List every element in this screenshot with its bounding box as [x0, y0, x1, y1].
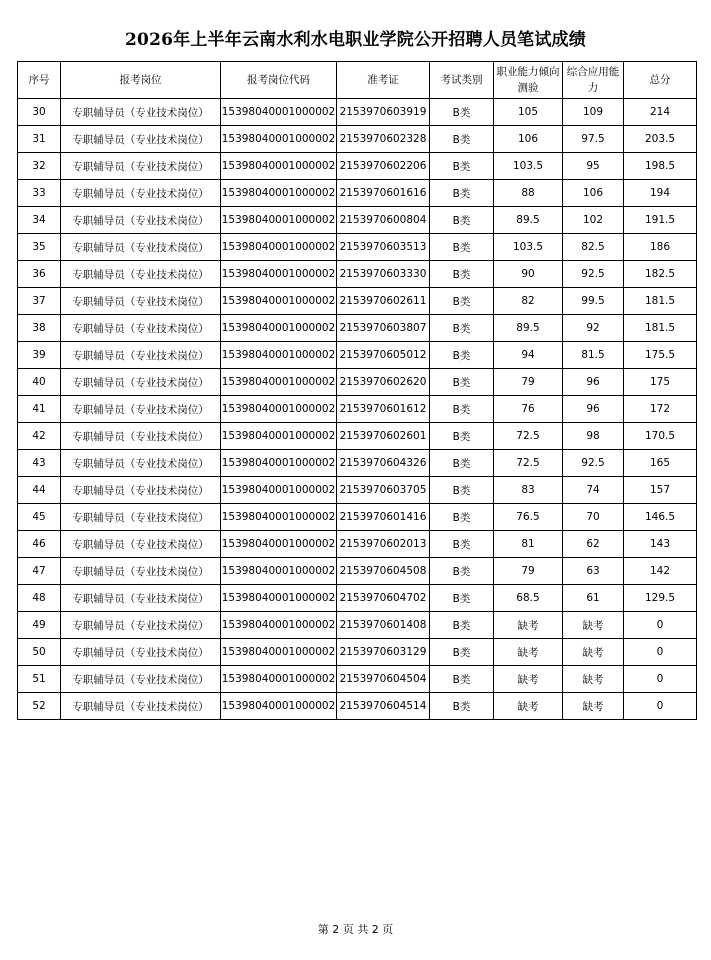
- cell-total-score: 198.5: [624, 153, 697, 180]
- cell-aptitude-score: 缺考: [494, 612, 563, 639]
- table-row: [18, 261, 697, 288]
- cell-total-score: 157: [624, 477, 697, 504]
- cell-total-score: 175.5: [624, 342, 697, 369]
- cell-total-score: 191.5: [624, 207, 697, 234]
- cell-exam-category: B类: [430, 504, 494, 531]
- cell-total-score: 142: [624, 558, 697, 585]
- cell-index: 40: [18, 369, 61, 396]
- cell-aptitude-score: 94: [494, 342, 563, 369]
- cell-position-code: 15398040001000002: [221, 369, 337, 396]
- cell-position-code: 15398040001000002: [221, 450, 337, 477]
- cell-position-code: 15398040001000002: [221, 423, 337, 450]
- column-header-position-code: 报考岗位代码: [221, 62, 337, 99]
- cell-position: 专职辅导员（专业技术岗位）: [61, 234, 221, 261]
- cell-applied-score: 缺考: [563, 639, 624, 666]
- cell-position: 专职辅导员（专业技术岗位）: [61, 666, 221, 693]
- page-number: 第 2 页 共 2 页: [317, 923, 394, 936]
- cell-applied-score: 62: [563, 531, 624, 558]
- cell-index: 39: [18, 342, 61, 369]
- cell-ticket-number: 2153970603705: [337, 477, 430, 504]
- table-row: [18, 450, 697, 477]
- cell-ticket-number: 2153970600804: [337, 207, 430, 234]
- table-row: [18, 666, 697, 693]
- cell-exam-category: B类: [430, 612, 494, 639]
- cell-index: 36: [18, 261, 61, 288]
- cell-position-code: 15398040001000002: [221, 504, 337, 531]
- cell-index: 50: [18, 639, 61, 666]
- cell-applied-score: 缺考: [563, 666, 624, 693]
- table-row: [18, 558, 697, 585]
- cell-applied-score: 70: [563, 504, 624, 531]
- cell-aptitude-score: 103.5: [494, 153, 563, 180]
- cell-aptitude-score: 缺考: [494, 666, 563, 693]
- cell-exam-category: B类: [430, 180, 494, 207]
- cell-ticket-number: 2153970603919: [337, 99, 430, 126]
- cell-position: 专职辅导员（专业技术岗位）: [61, 450, 221, 477]
- cell-ticket-number: 2153970602620: [337, 369, 430, 396]
- cell-aptitude-score: 缺考: [494, 639, 563, 666]
- cell-applied-score: 98: [563, 423, 624, 450]
- column-header-applied-ability: 综合应用能力: [563, 62, 624, 99]
- cell-total-score: 146.5: [624, 504, 697, 531]
- cell-position: 专职辅导员（专业技术岗位）: [61, 531, 221, 558]
- cell-position: 专职辅导员（专业技术岗位）: [61, 315, 221, 342]
- cell-ticket-number: 2153970601612: [337, 396, 430, 423]
- cell-total-score: 165: [624, 450, 697, 477]
- cell-applied-score: 92.5: [563, 261, 624, 288]
- cell-applied-score: 63: [563, 558, 624, 585]
- column-header-position: 报考岗位: [61, 62, 221, 99]
- column-header-exam-category: 考试类别: [430, 62, 494, 99]
- cell-aptitude-score: 83: [494, 477, 563, 504]
- cell-applied-score: 99.5: [563, 288, 624, 315]
- column-header-index: 序号: [18, 62, 61, 99]
- cell-position-code: 15398040001000002: [221, 315, 337, 342]
- cell-total-score: 181.5: [624, 288, 697, 315]
- cell-applied-score: 92: [563, 315, 624, 342]
- cell-ticket-number: 2153970602601: [337, 423, 430, 450]
- table-row: [18, 585, 697, 612]
- table-body: [18, 99, 697, 720]
- page-title: 2026年上半年云南水利水电职业学院公开招聘人员笔试成绩: [125, 30, 586, 50]
- cell-aptitude-score: 89.5: [494, 207, 563, 234]
- cell-applied-score: 81.5: [563, 342, 624, 369]
- cell-exam-category: B类: [430, 288, 494, 315]
- cell-index: 35: [18, 234, 61, 261]
- cell-ticket-number: 2153970602206: [337, 153, 430, 180]
- cell-position-code: 15398040001000002: [221, 207, 337, 234]
- cell-applied-score: 缺考: [563, 612, 624, 639]
- cell-applied-score: 61: [563, 585, 624, 612]
- cell-applied-score: 82.5: [563, 234, 624, 261]
- table-row: [18, 126, 697, 153]
- cell-position: 专职辅导员（专业技术岗位）: [61, 153, 221, 180]
- cell-total-score: 172: [624, 396, 697, 423]
- cell-total-score: 0: [624, 612, 697, 639]
- cell-exam-category: B类: [430, 126, 494, 153]
- cell-total-score: 129.5: [624, 585, 697, 612]
- cell-index: 30: [18, 99, 61, 126]
- cell-exam-category: B类: [430, 639, 494, 666]
- cell-ticket-number: 2153970604508: [337, 558, 430, 585]
- cell-position-code: 15398040001000002: [221, 234, 337, 261]
- cell-aptitude-score: 106: [494, 126, 563, 153]
- cell-position: 专职辅导员（专业技术岗位）: [61, 180, 221, 207]
- cell-position: 专职辅导员（专业技术岗位）: [61, 396, 221, 423]
- cell-exam-category: B类: [430, 207, 494, 234]
- cell-aptitude-score: 90: [494, 261, 563, 288]
- cell-exam-category: B类: [430, 315, 494, 342]
- cell-aptitude-score: 105: [494, 99, 563, 126]
- table-row: [18, 396, 697, 423]
- column-header-total-score: 总分: [624, 62, 697, 99]
- cell-index: 37: [18, 288, 61, 315]
- cell-total-score: 194: [624, 180, 697, 207]
- table-row: [18, 342, 697, 369]
- table-row: [18, 369, 697, 396]
- cell-total-score: 170.5: [624, 423, 697, 450]
- cell-ticket-number: 2153970601416: [337, 504, 430, 531]
- cell-applied-score: 95: [563, 153, 624, 180]
- cell-total-score: 0: [624, 639, 697, 666]
- cell-applied-score: 92.5: [563, 450, 624, 477]
- cell-position: 专职辅导员（专业技术岗位）: [61, 612, 221, 639]
- cell-index: 47: [18, 558, 61, 585]
- cell-index: 34: [18, 207, 61, 234]
- cell-exam-category: B类: [430, 693, 494, 720]
- table-row: [18, 477, 697, 504]
- table-row: [18, 504, 697, 531]
- cell-exam-category: B类: [430, 585, 494, 612]
- cell-applied-score: 缺考: [563, 693, 624, 720]
- cell-ticket-number: 2153970603129: [337, 639, 430, 666]
- table-row: [18, 315, 697, 342]
- cell-position-code: 15398040001000002: [221, 666, 337, 693]
- cell-index: 31: [18, 126, 61, 153]
- cell-total-score: 181.5: [624, 315, 697, 342]
- cell-exam-category: B类: [430, 666, 494, 693]
- cell-ticket-number: 2153970602328: [337, 126, 430, 153]
- cell-exam-category: B类: [430, 369, 494, 396]
- cell-ticket-number: 2153970602013: [337, 531, 430, 558]
- cell-index: 32: [18, 153, 61, 180]
- column-header-ticket-number: 准考证: [337, 62, 430, 99]
- cell-exam-category: B类: [430, 153, 494, 180]
- cell-ticket-number: 2153970602611: [337, 288, 430, 315]
- cell-index: 51: [18, 666, 61, 693]
- cell-ticket-number: 2153970603807: [337, 315, 430, 342]
- cell-ticket-number: 2153970601616: [337, 180, 430, 207]
- cell-exam-category: B类: [430, 531, 494, 558]
- cell-position: 专职辅导员（专业技术岗位）: [61, 99, 221, 126]
- cell-aptitude-score: 89.5: [494, 315, 563, 342]
- cell-total-score: 203.5: [624, 126, 697, 153]
- cell-applied-score: 96: [563, 369, 624, 396]
- cell-exam-category: B类: [430, 342, 494, 369]
- table-row: [18, 180, 697, 207]
- table-row: [18, 153, 697, 180]
- cell-aptitude-score: 79: [494, 369, 563, 396]
- cell-ticket-number: 2153970604504: [337, 666, 430, 693]
- scores-table: [17, 61, 697, 720]
- cell-position: 专职辅导员（专业技术岗位）: [61, 639, 221, 666]
- cell-applied-score: 96: [563, 396, 624, 423]
- cell-total-score: 0: [624, 666, 697, 693]
- cell-aptitude-score: 81: [494, 531, 563, 558]
- cell-position-code: 15398040001000002: [221, 585, 337, 612]
- cell-ticket-number: 2153970603330: [337, 261, 430, 288]
- cell-position-code: 15398040001000002: [221, 396, 337, 423]
- cell-position: 专职辅导员（专业技术岗位）: [61, 585, 221, 612]
- cell-position: 专职辅导员（专业技术岗位）: [61, 369, 221, 396]
- cell-index: 41: [18, 396, 61, 423]
- cell-exam-category: B类: [430, 450, 494, 477]
- cell-applied-score: 74: [563, 477, 624, 504]
- cell-ticket-number: 2153970603513: [337, 234, 430, 261]
- cell-exam-category: B类: [430, 99, 494, 126]
- cell-index: 42: [18, 423, 61, 450]
- cell-total-score: 175: [624, 369, 697, 396]
- table-row: [18, 207, 697, 234]
- cell-total-score: 182.5: [624, 261, 697, 288]
- cell-aptitude-score: 76: [494, 396, 563, 423]
- cell-position-code: 15398040001000002: [221, 288, 337, 315]
- cell-index: 44: [18, 477, 61, 504]
- cell-position: 专职辅导员（专业技术岗位）: [61, 477, 221, 504]
- cell-aptitude-score: 68.5: [494, 585, 563, 612]
- cell-position: 专职辅导员（专业技术岗位）: [61, 126, 221, 153]
- column-header-aptitude-test: 职业能力倾向测验: [494, 62, 563, 99]
- cell-applied-score: 106: [563, 180, 624, 207]
- cell-index: 48: [18, 585, 61, 612]
- cell-exam-category: B类: [430, 477, 494, 504]
- header-row: [18, 62, 697, 99]
- table-row: [18, 99, 697, 126]
- cell-exam-category: B类: [430, 261, 494, 288]
- cell-position: 专职辅导员（专业技术岗位）: [61, 288, 221, 315]
- cell-total-score: 143: [624, 531, 697, 558]
- cell-aptitude-score: 72.5: [494, 423, 563, 450]
- cell-aptitude-score: 缺考: [494, 693, 563, 720]
- cell-position: 专职辅导员（专业技术岗位）: [61, 693, 221, 720]
- cell-index: 43: [18, 450, 61, 477]
- cell-aptitude-score: 103.5: [494, 234, 563, 261]
- cell-position: 专职辅导员（专业技术岗位）: [61, 423, 221, 450]
- cell-ticket-number: 2153970604702: [337, 585, 430, 612]
- cell-index: 49: [18, 612, 61, 639]
- cell-index: 45: [18, 504, 61, 531]
- cell-position-code: 15398040001000002: [221, 153, 337, 180]
- cell-aptitude-score: 88: [494, 180, 563, 207]
- cell-position-code: 15398040001000002: [221, 180, 337, 207]
- cell-ticket-number: 2153970605012: [337, 342, 430, 369]
- table-row: [18, 531, 697, 558]
- cell-exam-category: B类: [430, 558, 494, 585]
- table-row: [18, 612, 697, 639]
- cell-position-code: 15398040001000002: [221, 342, 337, 369]
- cell-applied-score: 97.5: [563, 126, 624, 153]
- cell-position: 专职辅导员（专业技术岗位）: [61, 207, 221, 234]
- cell-index: 52: [18, 693, 61, 720]
- cell-total-score: 186: [624, 234, 697, 261]
- cell-exam-category: B类: [430, 234, 494, 261]
- cell-position: 专职辅导员（专业技术岗位）: [61, 342, 221, 369]
- cell-position-code: 15398040001000002: [221, 531, 337, 558]
- cell-position-code: 15398040001000002: [221, 126, 337, 153]
- cell-position-code: 15398040001000002: [221, 612, 337, 639]
- cell-ticket-number: 2153970601408: [337, 612, 430, 639]
- table-row: [18, 639, 697, 666]
- cell-position-code: 15398040001000002: [221, 99, 337, 126]
- cell-aptitude-score: 79: [494, 558, 563, 585]
- cell-position-code: 15398040001000002: [221, 693, 337, 720]
- cell-applied-score: 102: [563, 207, 624, 234]
- cell-index: 38: [18, 315, 61, 342]
- cell-ticket-number: 2153970604326: [337, 450, 430, 477]
- cell-position: 专职辅导员（专业技术岗位）: [61, 261, 221, 288]
- cell-total-score: 0: [624, 693, 697, 720]
- cell-index: 33: [18, 180, 61, 207]
- cell-applied-score: 109: [563, 99, 624, 126]
- cell-position-code: 15398040001000002: [221, 558, 337, 585]
- cell-exam-category: B类: [430, 423, 494, 450]
- table-row: [18, 693, 697, 720]
- cell-index: 46: [18, 531, 61, 558]
- cell-position: 专职辅导员（专业技术岗位）: [61, 558, 221, 585]
- cell-aptitude-score: 76.5: [494, 504, 563, 531]
- table-row: [18, 288, 697, 315]
- table-row: [18, 423, 697, 450]
- cell-ticket-number: 2153970604514: [337, 693, 430, 720]
- cell-aptitude-score: 72.5: [494, 450, 563, 477]
- cell-position-code: 15398040001000002: [221, 639, 337, 666]
- cell-position-code: 15398040001000002: [221, 477, 337, 504]
- cell-aptitude-score: 82: [494, 288, 563, 315]
- cell-position-code: 15398040001000002: [221, 261, 337, 288]
- table-row: [18, 234, 697, 261]
- cell-position: 专职辅导员（专业技术岗位）: [61, 504, 221, 531]
- cell-exam-category: B类: [430, 396, 494, 423]
- cell-total-score: 214: [624, 99, 697, 126]
